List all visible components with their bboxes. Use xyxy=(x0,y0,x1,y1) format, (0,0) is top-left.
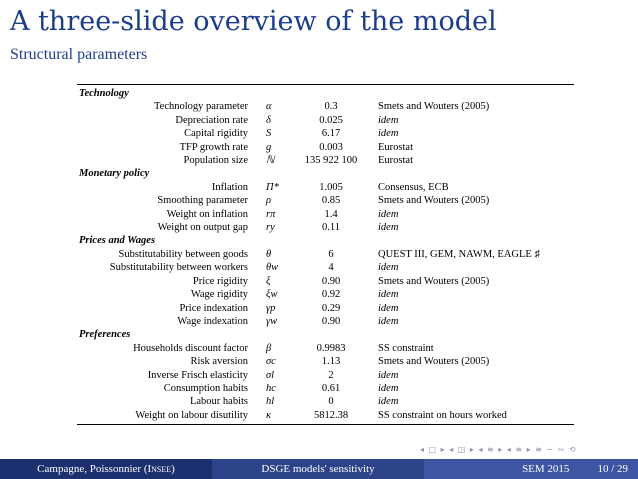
parameter-name: Consumption habits xyxy=(163,382,248,394)
table-row xyxy=(77,409,574,422)
parameter-source: SS constraint xyxy=(378,342,434,354)
parameter-value: 0.11 xyxy=(322,222,340,234)
parameter-source: Smets and Wouters (2005) xyxy=(378,356,490,368)
parameters-table xyxy=(77,87,574,422)
parameter-name: Price indexation xyxy=(179,302,248,314)
table-row xyxy=(77,395,574,408)
table-row xyxy=(77,315,574,328)
parameter-value: 0.61 xyxy=(321,382,341,394)
table-row xyxy=(77,221,574,234)
parameter-symbol: ξw xyxy=(266,289,278,301)
parameter-value: 135 922 100 xyxy=(304,155,358,167)
parameter-name: TFP growth rate xyxy=(179,141,248,153)
parameter-name: Substitutability between goods xyxy=(118,248,248,260)
parameter-value: 0.85 xyxy=(321,195,341,207)
parameter-value: 0.3 xyxy=(324,101,338,113)
parameter-name: Labour habits xyxy=(189,396,248,408)
footer-institution: (Insee) xyxy=(143,463,175,475)
parameter-source: idem xyxy=(378,382,399,394)
table-row xyxy=(77,141,574,154)
parameter-source: idem xyxy=(378,302,399,314)
parameter-name: Inflation xyxy=(211,181,248,193)
parameter-value: 1.005 xyxy=(319,181,343,193)
parameter-value: 1.4 xyxy=(324,208,338,220)
parameter-name: Wage indexation xyxy=(177,315,248,327)
parameter-source: Consensus, ECB xyxy=(378,181,449,193)
parameter-source: SS constraint on hours worked xyxy=(378,409,507,421)
parameter-symbol: hc xyxy=(266,382,276,394)
footer-bar xyxy=(0,459,638,479)
table-row xyxy=(77,114,574,127)
parameter-name: Risk aversion xyxy=(190,356,248,368)
parameter-source: idem xyxy=(378,128,399,140)
parameter-symbol: ρ xyxy=(266,195,272,207)
parameter-name: Capital rigidity xyxy=(184,128,248,140)
table-row xyxy=(77,194,574,207)
section-header-row xyxy=(77,167,574,180)
table-row xyxy=(77,342,574,355)
parameter-symbol: hl xyxy=(266,396,275,408)
parameter-symbol: S xyxy=(266,128,272,140)
parameter-source: idem xyxy=(378,396,399,408)
parameter-symbol: α xyxy=(266,101,272,113)
footer-talk-title xyxy=(212,459,424,479)
parameter-source: idem xyxy=(378,262,399,274)
parameter-value: 0.003 xyxy=(319,141,343,153)
footer-page-number: 10 / 29 xyxy=(597,463,628,475)
table-row xyxy=(77,355,574,368)
table-row xyxy=(77,261,574,274)
parameter-value: 0 xyxy=(328,396,334,408)
parameter-name: Weight on output gap xyxy=(157,222,248,234)
table-row xyxy=(77,275,574,288)
parameter-source: Eurostat xyxy=(378,141,413,153)
table-row xyxy=(77,302,574,315)
parameter-value: 0.92 xyxy=(321,289,341,301)
parameter-value: 0.90 xyxy=(321,275,341,287)
parameter-name: Weight on inflation xyxy=(166,208,248,220)
footer-event-page xyxy=(424,459,638,479)
parameters-table-container xyxy=(77,84,574,425)
parameter-name: Population size xyxy=(183,155,248,167)
parameter-symbol: γw xyxy=(266,315,278,327)
parameter-value: 2 xyxy=(328,369,334,381)
parameter-source: idem xyxy=(378,114,399,126)
parameter-value: 0.90 xyxy=(321,315,341,327)
parameter-value: 0.29 xyxy=(321,302,341,314)
parameter-value: 6.17 xyxy=(321,128,341,140)
section-header: Prices and Wages xyxy=(79,235,156,247)
parameter-name: Smoothing parameter xyxy=(157,195,248,207)
section-header-row xyxy=(77,87,574,100)
parameter-name: Wage rigidity xyxy=(190,289,248,301)
parameter-source: idem xyxy=(378,315,399,327)
parameter-name: Price rigidity xyxy=(192,275,248,287)
beamer-navigation-icons[interactable]: ◂ □ ▸ ◂ ◲ ▸ ◂ ≡ ▸ ◂ ≡ ▸ ≡ ∽ ∾ ⟲ xyxy=(420,445,577,454)
parameter-symbol: σl xyxy=(266,369,275,381)
footer-talk-title-text: DSGE models' sensitivity xyxy=(261,463,375,475)
slide-title: A three-slide overview of the model xyxy=(10,6,497,37)
parameter-symbol: κ xyxy=(266,409,272,421)
parameter-symbol: δ xyxy=(266,114,271,126)
parameter-symbol: ℕ xyxy=(266,155,275,167)
parameter-value: 0.9983 xyxy=(316,342,346,354)
section-header: Technology xyxy=(79,88,129,99)
footer-event: SEM 2015 xyxy=(522,463,570,475)
parameter-value: 1.13 xyxy=(321,356,341,368)
footer-authors xyxy=(0,459,212,479)
parameter-symbol: g xyxy=(266,141,272,153)
slide-subtitle: Structural parameters xyxy=(10,46,148,63)
parameter-source: Eurostat xyxy=(378,155,413,167)
table-row xyxy=(77,288,574,301)
parameter-name: Depreciation rate xyxy=(175,114,248,126)
parameter-source: idem xyxy=(378,369,399,381)
section-header: Preferences xyxy=(79,329,131,341)
table-row xyxy=(77,127,574,140)
parameter-symbol: γp xyxy=(266,302,276,314)
parameter-name: Substitutability between workers xyxy=(109,262,248,274)
table-row xyxy=(77,154,574,167)
section-header-row xyxy=(77,328,574,341)
parameter-name: Inverse Frisch elasticity xyxy=(147,369,248,381)
parameter-source: QUEST III, GEM, NAWM, EAGLE ♯ xyxy=(378,248,540,260)
table-row xyxy=(77,208,574,221)
parameter-source: idem xyxy=(378,208,399,220)
parameter-source: Smets and Wouters (2005) xyxy=(378,101,490,113)
parameter-source: idem xyxy=(378,289,399,301)
parameter-value: 5812.38 xyxy=(313,409,349,421)
parameter-symbol: θ xyxy=(266,248,272,260)
parameter-symbol: Π* xyxy=(266,181,279,193)
table-row xyxy=(77,181,574,194)
table-row xyxy=(77,369,574,382)
parameter-name: Technology parameter xyxy=(153,101,248,113)
parameter-symbol: θw xyxy=(266,262,279,274)
section-header-row xyxy=(77,234,574,247)
parameter-symbol: rπ xyxy=(266,208,276,220)
parameter-symbol: ry xyxy=(266,222,275,234)
table-row xyxy=(77,248,574,261)
parameter-value: 6 xyxy=(328,248,334,260)
parameter-source: idem xyxy=(378,222,399,234)
footer-authors-names: Campagne, Poissonnier xyxy=(37,463,142,475)
parameter-value: 4 xyxy=(328,262,334,274)
parameter-name: Weight on labour disutility xyxy=(135,409,248,421)
parameter-symbol: σc xyxy=(266,356,276,368)
parameter-symbol: ξ xyxy=(266,275,271,287)
table-row xyxy=(77,100,574,113)
section-header: Monetary policy xyxy=(79,168,150,180)
parameter-source: Smets and Wouters (2005) xyxy=(378,195,490,207)
parameters-table-body xyxy=(77,87,574,422)
table-row xyxy=(77,382,574,395)
parameter-symbol: β xyxy=(266,342,272,354)
parameter-name: Households discount factor xyxy=(133,342,248,354)
parameter-value: 0.025 xyxy=(319,114,343,126)
parameter-source: Smets and Wouters (2005) xyxy=(378,275,490,287)
